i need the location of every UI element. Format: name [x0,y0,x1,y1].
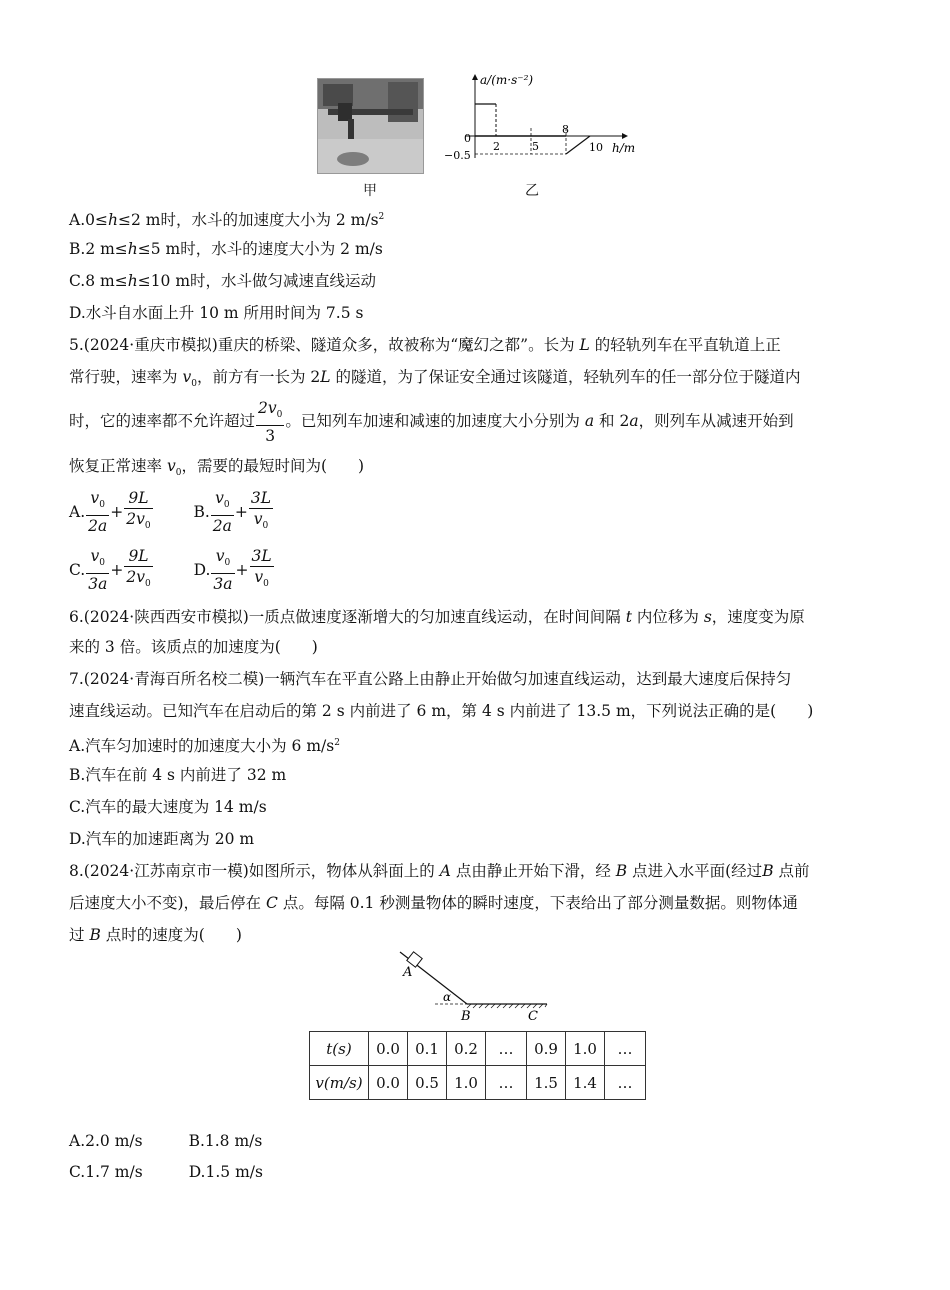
table-cell: … [486,1032,527,1066]
tick-10: 10 [589,141,603,154]
q5-line-1: 5.(2024·重庆市模拟)重庆的桥梁、隧道众多，故被称为“魔幻之都”。长为 L 的轻轨列车在平直轨道上正 [69,336,781,354]
table-cell: 0.2 [447,1032,486,1066]
q5-option-b[interactable]: B. $\frac{v_0}{2a}$ + $\frac{3L}{v_0}$ [193,489,272,536]
table-cell: … [486,1066,527,1100]
table-cell: 1.5 [527,1066,566,1100]
tick-5: 5 [532,140,539,153]
tick-8: 8 [562,123,569,136]
point-c-label: C [528,1009,538,1024]
figure-caption-left: 甲 [363,183,377,199]
table-row [310,1066,646,1100]
speed-limit-fraction: $\frac{2v_0}{3}$ [258,399,283,446]
well-photo [317,78,424,174]
q8-options-row-2 [69,1161,263,1183]
table-cell: 1.4 [566,1066,605,1100]
point-a-label: A [403,965,413,980]
q8-option-d[interactable]: D.1.5 m/s [188,1163,263,1181]
q8-option-b[interactable]: B.1.8 m/s [188,1132,263,1150]
table-cell: 0.5 [408,1066,447,1100]
q5-option-c[interactable]: C. $\frac{v_0}{3a}$ + $\frac{9L}{2v_0}$ [69,547,151,594]
y-axis-label: a/(m·s⁻²) [480,73,534,87]
measurement-table [309,1031,646,1100]
q8-line-2: 后速度大小不变)，最后停在 C 点。每隔 0.1 秒测量物体的瞬时速度，下表给出了部分测量数据。则物体通 [69,894,798,912]
q8-option-c[interactable]: C.1.7 m/s [69,1163,143,1181]
q6-line-2: 来的 3 倍。该质点的加速度为( ) [69,638,318,656]
table-row [310,1032,646,1066]
point-b-label: B [461,1009,471,1024]
table-cell: v(m/s) [310,1066,369,1100]
q8-option-a[interactable]: A.2.0 m/s [69,1132,143,1150]
table-cell: 0.1 [408,1032,447,1066]
acceleration-graph [440,70,655,180]
figure-caption-right: 乙 [525,183,539,199]
well-photo-drawing [318,79,423,173]
q7-option-c[interactable]: C.汽车的最大速度为 14 m/s [69,798,267,816]
alpha-label: α [443,990,452,1004]
table-cell: 0.0 [369,1066,408,1100]
table-cell: … [605,1032,646,1066]
q4-option-a: A.0≤h≤2 m时，水斗的加速度大小为 2 $m/s^2$ [69,211,385,230]
q5-line-3: 时，它的速率都不允许超过 $\frac{2v_0}{3}$ 。已知列车加速和减速的加速度大小分别为 a 和 2a，则列车从减速开始到 [69,399,794,446]
table-cell: 0.0 [369,1032,408,1066]
table-cell: … [605,1066,646,1100]
q8-line-3: 过 B 点时的速度为( ) [69,926,242,944]
q7-option-b[interactable]: B.汽车在前 4 s 内前进了 32 m [69,766,287,784]
table-cell: t(s) [310,1032,369,1066]
table-cell: 0.9 [527,1032,566,1066]
q5-options-row-2 [69,546,275,594]
q5-line-2: 常行驶，速率为 $v_0$，前方有一长为 2L 的隧道，为了保证安全通过该隧道，轻轨列车的任一部分位于隧道内 [69,368,801,390]
table-cell: 1.0 [566,1032,605,1066]
q7-line-2: 速直线运动。已知汽车在启动后的第 2 s 内前进了 6 m，第 4 s 内前进了 13.5 m，下列说法正确的是( ) [69,702,814,720]
q7-option-a[interactable]: A.汽车匀加速时的加速度大小为 6 $m/s^2$ [69,737,340,756]
q7-option-d[interactable]: D.汽车的加速距离为 20 m [69,830,255,848]
tick-2: 2 [493,140,500,153]
q4-option-c: C.8 m≤h≤10 m时，水斗做匀减速直线运动 [69,272,377,290]
neg-label: −0.5 [444,149,471,162]
q5-option-d[interactable]: D. $\frac{v_0}{3a}$ + $\frac{3L}{v_0}$ [193,547,272,594]
q6-line-1: 6.(2024·陕西西安市模拟)一质点做速度逐渐增大的匀加速直线运动，在时间间隔 t 内位移为 s，速度变为原 [69,608,805,626]
table-cell: 1.0 [447,1066,486,1100]
incline-figure [395,950,555,1025]
q8-options-row-1 [69,1130,262,1152]
q7-line-1: 7.(2024·青海百所名校二模)一辆汽车在平直公路上由静止开始做匀加速直线运动，达到最大速度后保持匀 [69,670,792,688]
q8-line-1: 8.(2024·江苏南京市一模)如图所示，物体从斜面上的 A 点由静止开始下滑，经 B 点进入水平面(经过B 点前 [69,862,810,880]
q5-options-row-1 [69,488,274,536]
q5-line-4: 恢复正常速率 $v_0$，需要的最短时间为( ) [69,457,365,479]
x-axis-label: h/m [612,141,636,155]
segment-decel [566,136,590,154]
q5-option-a[interactable]: A. $\frac{v_0}{2a}$ + $\frac{9L}{2v_0}$ [69,489,151,536]
origin-label: 0 [464,132,471,145]
q4-option-d: D.水斗自水面上升 10 m 所用时间为 7.5 s [69,304,364,322]
q4-option-b: B.2 m≤h≤5 m时，水斗的速度大小为 2 m/s [69,240,383,258]
